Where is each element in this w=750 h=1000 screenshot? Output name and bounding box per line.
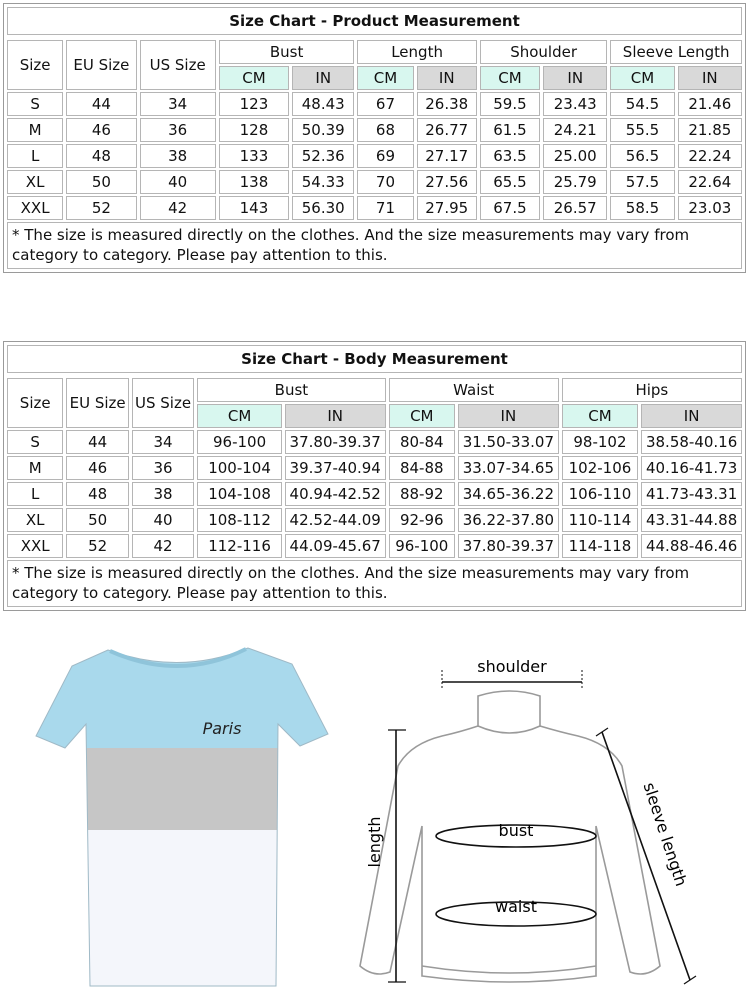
table-row [7,144,742,168]
table-row [7,482,742,506]
table-cell: 22.24 [678,144,742,168]
table-cell: 36 [140,118,216,142]
header-waist: Waist [389,378,559,402]
header-bust: Bust [197,378,385,402]
table-cell: 44.09-45.67 [285,534,386,558]
table-row [7,508,742,532]
table-cell: 43.31-44.88 [641,508,742,532]
table-cell: 88-92 [389,482,455,506]
table-cell: 25.00 [543,144,607,168]
table-cell: 34 [140,92,216,116]
body-table-body [7,430,742,558]
unit-in: IN [641,404,742,428]
tshirt-image [10,636,330,1000]
length-label: length [365,816,384,868]
header-us-size: US Size [132,378,194,428]
waist-label: waist [495,897,537,916]
header-size: Size [7,378,63,428]
table-cell: 67.5 [480,196,540,220]
unit-in: IN [417,66,477,90]
table-cell: 21.46 [678,92,742,116]
body-chart-note: * The size is measured directly on the clothes. And the size measurements may vary from category to category. Please pay attention to this. [7,560,742,607]
table-cell: 24.21 [543,118,607,142]
table-row [7,170,742,194]
product-table [4,38,745,222]
tshirt-print-text: Paris [202,719,242,738]
unit-in: IN [285,404,386,428]
table-cell: 33.07-34.65 [458,456,559,480]
table-cell: 26.77 [417,118,477,142]
table-cell: 61.5 [480,118,540,142]
table-row [7,534,742,558]
table-cell: 40.16-41.73 [641,456,742,480]
table-cell: 143 [219,196,289,220]
unit-in: IN [678,66,742,90]
table-cell: M [7,456,63,480]
unit-in: IN [458,404,559,428]
unit-in: IN [292,66,354,90]
table-cell: 96-100 [197,430,282,454]
table-cell: 44 [66,430,128,454]
table-row [7,118,742,142]
table-cell: 138 [219,170,289,194]
table-cell: 114-118 [562,534,639,558]
table-cell: 58.5 [610,196,674,220]
table-cell: L [7,144,63,168]
table-cell: 48.43 [292,92,354,116]
product-chart-note: * The size is measured directly on the clothes. And the size measurements may vary from category to category. Please pay attention to this. [7,222,742,269]
table-cell: 22.64 [678,170,742,194]
table-cell: 42.52-44.09 [285,508,386,532]
unit-cm: CM [197,404,282,428]
sleeve-length-label: sleeve length [639,780,691,889]
header-length: Length [357,40,476,64]
table-cell: 26.57 [543,196,607,220]
table-cell: 123 [219,92,289,116]
table-cell: 67 [357,92,413,116]
table-cell: 31.50-33.07 [458,430,559,454]
table-cell: 96-100 [389,534,455,558]
table-cell: 39.37-40.94 [285,456,386,480]
header-bust: Bust [219,40,355,64]
table-cell: 42 [140,196,216,220]
unit-cm: CM [480,66,540,90]
table-cell: 100-104 [197,456,282,480]
table-cell: 55.5 [610,118,674,142]
table-cell: 21.85 [678,118,742,142]
header-shoulder: Shoulder [480,40,608,64]
table-cell: 40.94-42.52 [285,482,386,506]
header-size: Size [7,40,63,90]
table-cell: 54.5 [610,92,674,116]
table-cell: 44.88-46.46 [641,534,742,558]
table-cell: 71 [357,196,413,220]
table-cell: 50 [66,170,136,194]
table-cell: 23.43 [543,92,607,116]
table-cell: 68 [357,118,413,142]
measurement-diagram [350,636,730,1000]
table-cell: 34 [132,430,194,454]
table-cell: 46 [66,118,136,142]
table-cell: 52 [66,196,136,220]
table-cell: 133 [219,144,289,168]
table-cell: 38.58-40.16 [641,430,742,454]
table-cell: 128 [219,118,289,142]
table-cell: 110-114 [562,508,639,532]
table-cell: 112-116 [197,534,282,558]
table-cell: XL [7,508,63,532]
header-sleeve-length: Sleeve Length [610,40,742,64]
header-eu-size: EU Size [66,378,128,428]
table-cell: 108-112 [197,508,282,532]
table-cell: 59.5 [480,92,540,116]
table-cell: 69 [357,144,413,168]
unit-cm: CM [357,66,413,90]
table-cell: 70 [357,170,413,194]
table-cell: 106-110 [562,482,639,506]
table-cell: 56.5 [610,144,674,168]
table-cell: 38 [132,482,194,506]
product-illustrations [0,636,750,1000]
unit-cm: CM [219,66,289,90]
product-size-chart [3,3,746,273]
header-eu-size: EU Size [66,40,136,90]
table-row [7,430,742,454]
table-cell: 98-102 [562,430,639,454]
table-cell: 104-108 [197,482,282,506]
table-cell: 50.39 [292,118,354,142]
table-row [7,196,742,220]
table-cell: 34.65-36.22 [458,482,559,506]
table-cell: 102-106 [562,456,639,480]
body-size-chart [3,341,746,611]
table-cell: 38 [140,144,216,168]
header-us-size: US Size [140,40,216,90]
table-cell: 36 [132,456,194,480]
table-cell: 44 [66,92,136,116]
body-chart-title: Size Chart - Body Measurement [7,345,742,373]
table-cell: 84-88 [389,456,455,480]
table-cell: XL [7,170,63,194]
table-cell: 65.5 [480,170,540,194]
unit-cm: CM [562,404,639,428]
unit-cm: CM [389,404,455,428]
table-cell: 25.79 [543,170,607,194]
bust-label: bust [498,821,534,840]
table-cell: 42 [132,534,194,558]
product-chart-title: Size Chart - Product Measurement [7,7,742,35]
table-cell: 46 [66,456,128,480]
table-cell: 41.73-43.31 [641,482,742,506]
table-cell: 48 [66,144,136,168]
table-cell: 92-96 [389,508,455,532]
table-row [7,456,742,480]
table-row [7,92,742,116]
table-cell: 40 [140,170,216,194]
table-cell: S [7,430,63,454]
table-cell: 27.95 [417,196,477,220]
table-cell: S [7,92,63,116]
table-cell: XXL [7,534,63,558]
table-cell: 36.22-37.80 [458,508,559,532]
table-cell: M [7,118,63,142]
shoulder-label: shoulder [477,657,547,676]
unit-in: IN [543,66,607,90]
table-cell: XXL [7,196,63,220]
table-cell: 27.17 [417,144,477,168]
table-cell: 50 [66,508,128,532]
table-cell: 48 [66,482,128,506]
table-cell: L [7,482,63,506]
table-cell: 23.03 [678,196,742,220]
unit-cm: CM [610,66,674,90]
table-cell: 37.80-39.37 [285,430,386,454]
product-table-body [7,92,742,220]
table-cell: 52.36 [292,144,354,168]
body-table [4,376,745,560]
table-cell: 26.38 [417,92,477,116]
table-cell: 57.5 [610,170,674,194]
table-cell: 56.30 [292,196,354,220]
table-cell: 54.33 [292,170,354,194]
table-cell: 52 [66,534,128,558]
table-cell: 40 [132,508,194,532]
table-cell: 37.80-39.37 [458,534,559,558]
table-cell: 80-84 [389,430,455,454]
table-cell: 27.56 [417,170,477,194]
table-cell: 63.5 [480,144,540,168]
header-hips: Hips [562,378,742,402]
